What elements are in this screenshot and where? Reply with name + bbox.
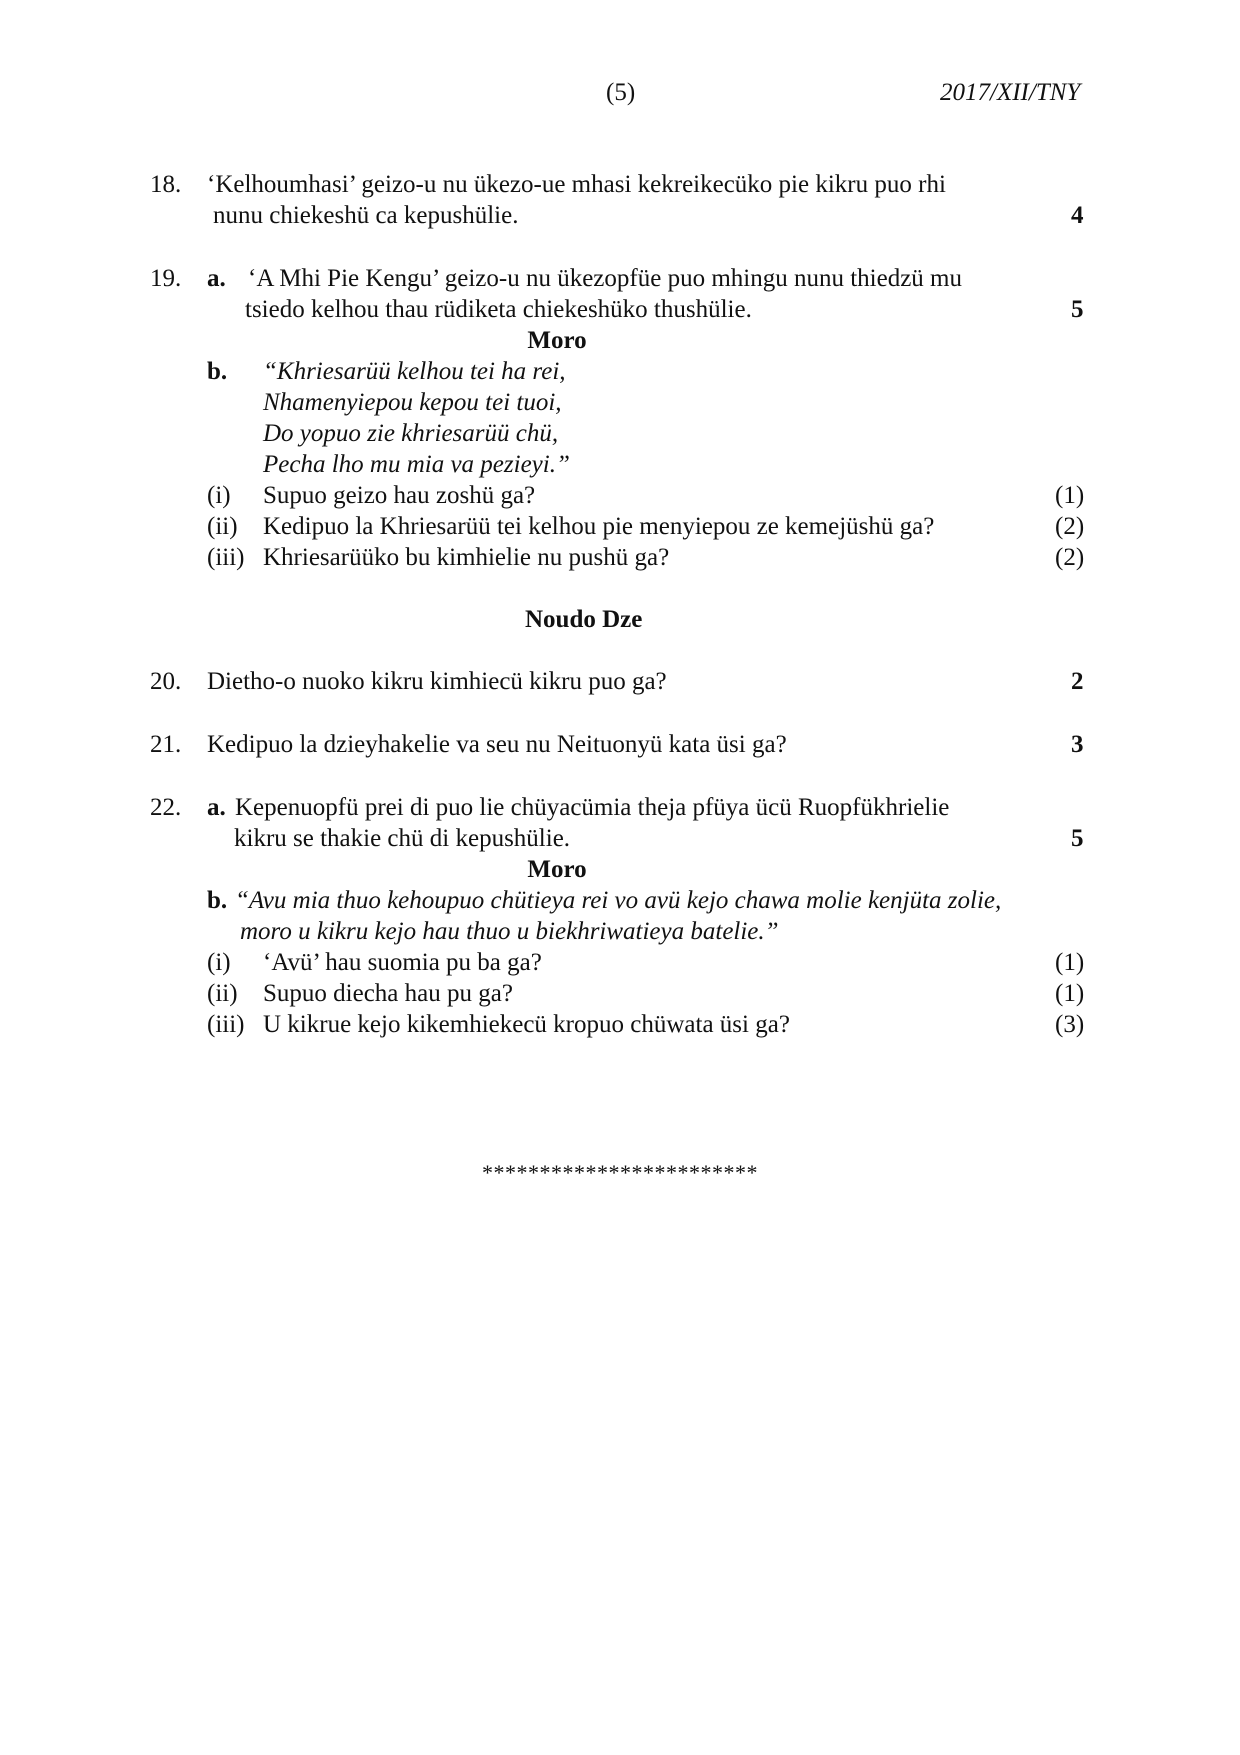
sub-question-text: Supuo diecha hau pu ga? bbox=[263, 980, 513, 1007]
sub-question-label: (i) bbox=[207, 949, 231, 976]
part-a-text-line-2: kikru se thakie chü di kepushülie. bbox=[234, 825, 571, 852]
question-text-line-2: nunu chiekeshü ca kepushülie. bbox=[213, 202, 519, 229]
sub-question-marks: (3) bbox=[1055, 1011, 1085, 1038]
poem-line: “Khriesarüü kelhou tei ha rei, bbox=[263, 358, 566, 385]
sub-question-text: Supuo geizo hau zoshü ga? bbox=[263, 482, 536, 509]
quote-line-1: “Avu mia thuo kehoupuo chütieya rei vo avü kejo chawa molie kenjüta zolie, bbox=[235, 887, 1002, 914]
sub-question-marks: (2) bbox=[1055, 544, 1085, 571]
poem-line: Pecha lho mu mia va pezieyi.” bbox=[263, 451, 570, 478]
sub-question-marks: (1) bbox=[1055, 949, 1085, 976]
question-text: Dietho-o nuoko kikru kimhiecü kikru puo ga? bbox=[207, 668, 667, 695]
sub-question-label: (i) bbox=[207, 482, 231, 509]
or-separator: Moro bbox=[527, 327, 587, 354]
part-a-label: a. bbox=[207, 794, 226, 821]
question-text-line-1: ‘Kelhoumhasi’ geizo-u nu ükezo-ue mhasi kekreikecüko pie kikru puo rhi bbox=[207, 171, 946, 198]
sub-question-marks: (2) bbox=[1055, 513, 1085, 540]
section-title: Noudo Dze bbox=[525, 606, 643, 633]
question-marks: 2 bbox=[1071, 668, 1084, 695]
part-a-text-line-1: ‘A Mhi Pie Kengu’ geizo-u nu ükezopfüe puo mhingu nunu thiedzü mu bbox=[248, 265, 962, 292]
end-of-paper-marker: ************************ bbox=[482, 1160, 758, 1185]
part-a-label: a. bbox=[207, 265, 226, 292]
sub-question-text: U kikrue kejo kikemhiekecü kropuo chüwata üsi ga? bbox=[263, 1011, 790, 1038]
question-number: 20. bbox=[150, 668, 182, 695]
sub-question-label: (ii) bbox=[207, 980, 238, 1007]
question-marks: 4 bbox=[1071, 202, 1084, 229]
question-number: 21. bbox=[150, 731, 182, 758]
paper-code: 2017/XII/TNY bbox=[940, 79, 1081, 106]
poem-line: Do yopuo zie khriesarüü chü, bbox=[263, 420, 559, 447]
sub-question-marks: (1) bbox=[1055, 482, 1085, 509]
sub-question-marks: (1) bbox=[1055, 980, 1085, 1007]
question-number: 19. bbox=[150, 265, 182, 292]
part-a-text-line-2: tsiedo kelhou thau rüdiketa chiekeshüko thushülie. bbox=[245, 296, 752, 323]
sub-question-label: (iii) bbox=[207, 544, 245, 571]
question-number: 22. bbox=[150, 794, 182, 821]
page-number: (5) bbox=[606, 79, 636, 106]
part-b-label: b. bbox=[207, 358, 228, 385]
quote-line-2: moro u kikru kejo hau thuo u biekhriwatieya batelie.” bbox=[240, 918, 779, 945]
sub-question-label: (ii) bbox=[207, 513, 238, 540]
part-a-text-line-1: Kepenuopfü prei di puo lie chüyacümia theja pfüya ücü Ruopfükhrielie bbox=[235, 794, 950, 821]
question-text: Kedipuo la dzieyhakelie va seu nu Neituonyü kata üsi ga? bbox=[207, 731, 787, 758]
part-b-label: b. bbox=[207, 887, 228, 914]
sub-question-text: ‘Avü’ hau suomia pu ba ga? bbox=[263, 949, 542, 976]
question-number: 18. bbox=[150, 171, 182, 198]
poem-line: Nhamenyiepou kepou tei tuoi, bbox=[263, 389, 562, 416]
part-a-marks: 5 bbox=[1071, 296, 1084, 323]
part-a-marks: 5 bbox=[1071, 825, 1084, 852]
sub-question-label: (iii) bbox=[207, 1011, 245, 1038]
sub-question-text: Kedipuo la Khriesarüü tei kelhou pie menyiepou ze kemejüshü ga? bbox=[263, 513, 935, 540]
question-marks: 3 bbox=[1071, 731, 1084, 758]
sub-question-text: Khriesarüüko bu kimhielie nu pushü ga? bbox=[263, 544, 670, 571]
or-separator: Moro bbox=[527, 856, 587, 883]
